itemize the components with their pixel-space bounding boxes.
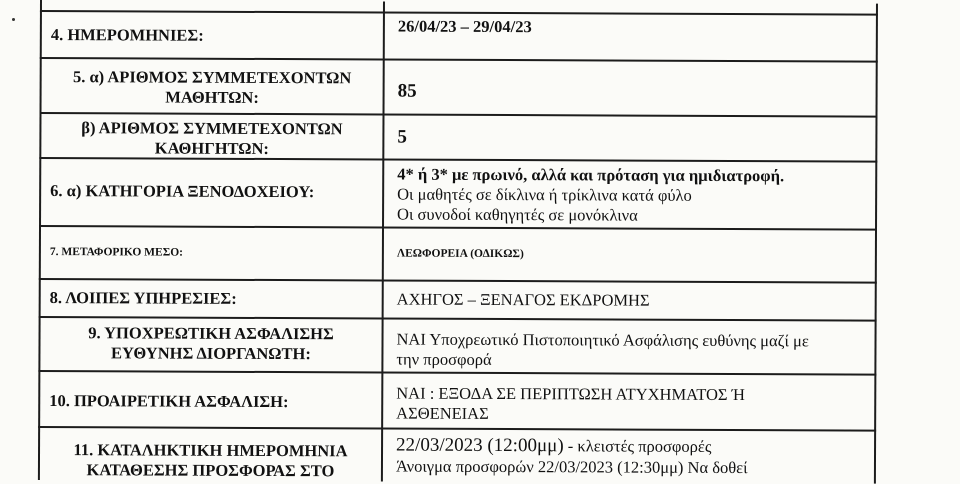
value-line: την προσφορά xyxy=(396,349,492,370)
value-line: Άνοιγμα προσφορών 22/03/2023 (12:30μμ) Να δοθεί xyxy=(395,456,748,478)
label-line: ΚΑΤΑΘΕΣΗΣ ΠΡΟΣΦΟΡΑΣ ΣΤΟ xyxy=(86,460,335,481)
value-line: ΝΑΙ : ΕΞΟΔΑ ΣΕ ΠΕΡΙΠΤΩΣΗ ΑΤΥΧΗΜΑΤΟΣ Ή xyxy=(396,383,746,405)
value-line: ΑΣΘΕΝΕΙΑΣ xyxy=(396,403,489,424)
row-label-optional-insurance: 10. ΠΡΟΑΙΡΕΤΙΚΗ ΑΣΦΑΛΙΣΗ: xyxy=(49,391,289,412)
row-value-hotel-category xyxy=(397,165,784,227)
row-label-teachers xyxy=(44,118,379,160)
row-value-optional-insurance xyxy=(396,384,745,426)
deadline-date: 22/03/2023 (12:00μμ) xyxy=(396,434,564,457)
label-line: 9. ΥΠΟΧΡΕΩΤΙΚΗ ΑΣΦΑΛΙΣΗΣ xyxy=(88,323,334,344)
value-line: Οι μαθητές σε δίκλινα ή τρίκλινα κατά φύλο xyxy=(397,184,692,205)
value-line: 4* ή 3* με πρωινό, αλλά και πρόταση για ημιδιατροφή. xyxy=(397,164,785,186)
label-line: 11. ΚΑΤΑΛΗΚΤΙΚΗ ΗΜΕΡΟΜΗΝΙΑ xyxy=(73,440,348,461)
row-value-other-services: ΑΧΗΓΟΣ – ΞΕΝΑΓΟΣ ΕΚΔΡΟΜΗΣ xyxy=(396,289,650,310)
row-value-transport: ΛΕΩΦΟΡΕΙΑ (ΟΔΙΚΩΣ) xyxy=(396,247,524,261)
row-label-hotel-category: 6. α) ΚΑΤΗΓΟΡΙΑ ΞΕΝΟΔΟΧΕΙΟΥ: xyxy=(50,181,315,202)
table-border-left xyxy=(38,0,42,480)
row-label-liability-insurance xyxy=(43,323,378,365)
table-column-divider xyxy=(381,1,385,481)
row-label-dates: 4. ΗΜΕΡΟΜΗΝΙΕΣ: xyxy=(50,25,204,45)
row-value-dates: 26/04/23 – 29/04/23 xyxy=(397,16,532,37)
row-value-deadline xyxy=(396,434,748,479)
label-line: ΚΑΘΗΓΗΤΩΝ: xyxy=(154,138,269,159)
label-line: β) ΑΡΙΘΜΟΣ ΣΥΜΜΕΤΕΧΟΝΤΩΝ xyxy=(81,118,343,139)
row-divider xyxy=(40,10,878,16)
row-label-other-services: 8. ΛΟΙΠΕΣ ΥΠΗΡΕΣΙΕΣ: xyxy=(49,288,237,308)
row-divider xyxy=(38,426,876,432)
row-value-liability-insurance xyxy=(396,330,808,372)
table-border-right xyxy=(874,4,878,484)
value-line xyxy=(396,434,748,459)
row-value-teachers: 5 xyxy=(397,126,407,148)
row-divider xyxy=(40,57,878,63)
value-line: Οι συνοδοί καθηγητές σε μονόκλινα xyxy=(397,204,638,225)
row-divider xyxy=(40,112,878,118)
label-line: ΕΥΘΥΝΗΣ ΔΙΟΡΓΑΝΩΤΗ: xyxy=(111,343,311,364)
row-value-students: 85 xyxy=(397,80,417,102)
label-line: ΜΑΘΗΤΩΝ: xyxy=(165,87,259,108)
row-label-transport: 7. ΜΕΤΑΦΟΡΙΚΟ ΜΕΣΟ: xyxy=(49,246,184,259)
row-label-students xyxy=(45,67,380,109)
deadline-note: - κλειστές προσφορές xyxy=(563,436,712,456)
row-label-deadline xyxy=(43,440,378,482)
value-line: ΝΑΙ Υποχρεωτικό Πιστοποιητικό Ασφάλισης ευθύνης μαζί με xyxy=(396,329,809,351)
row-divider xyxy=(39,316,877,322)
label-line: 5. α) ΑΡΙΘΜΟΣ ΣΥΜΜΕΤΕΧΟΝΤΩΝ xyxy=(72,67,352,88)
row-divider xyxy=(39,278,877,284)
